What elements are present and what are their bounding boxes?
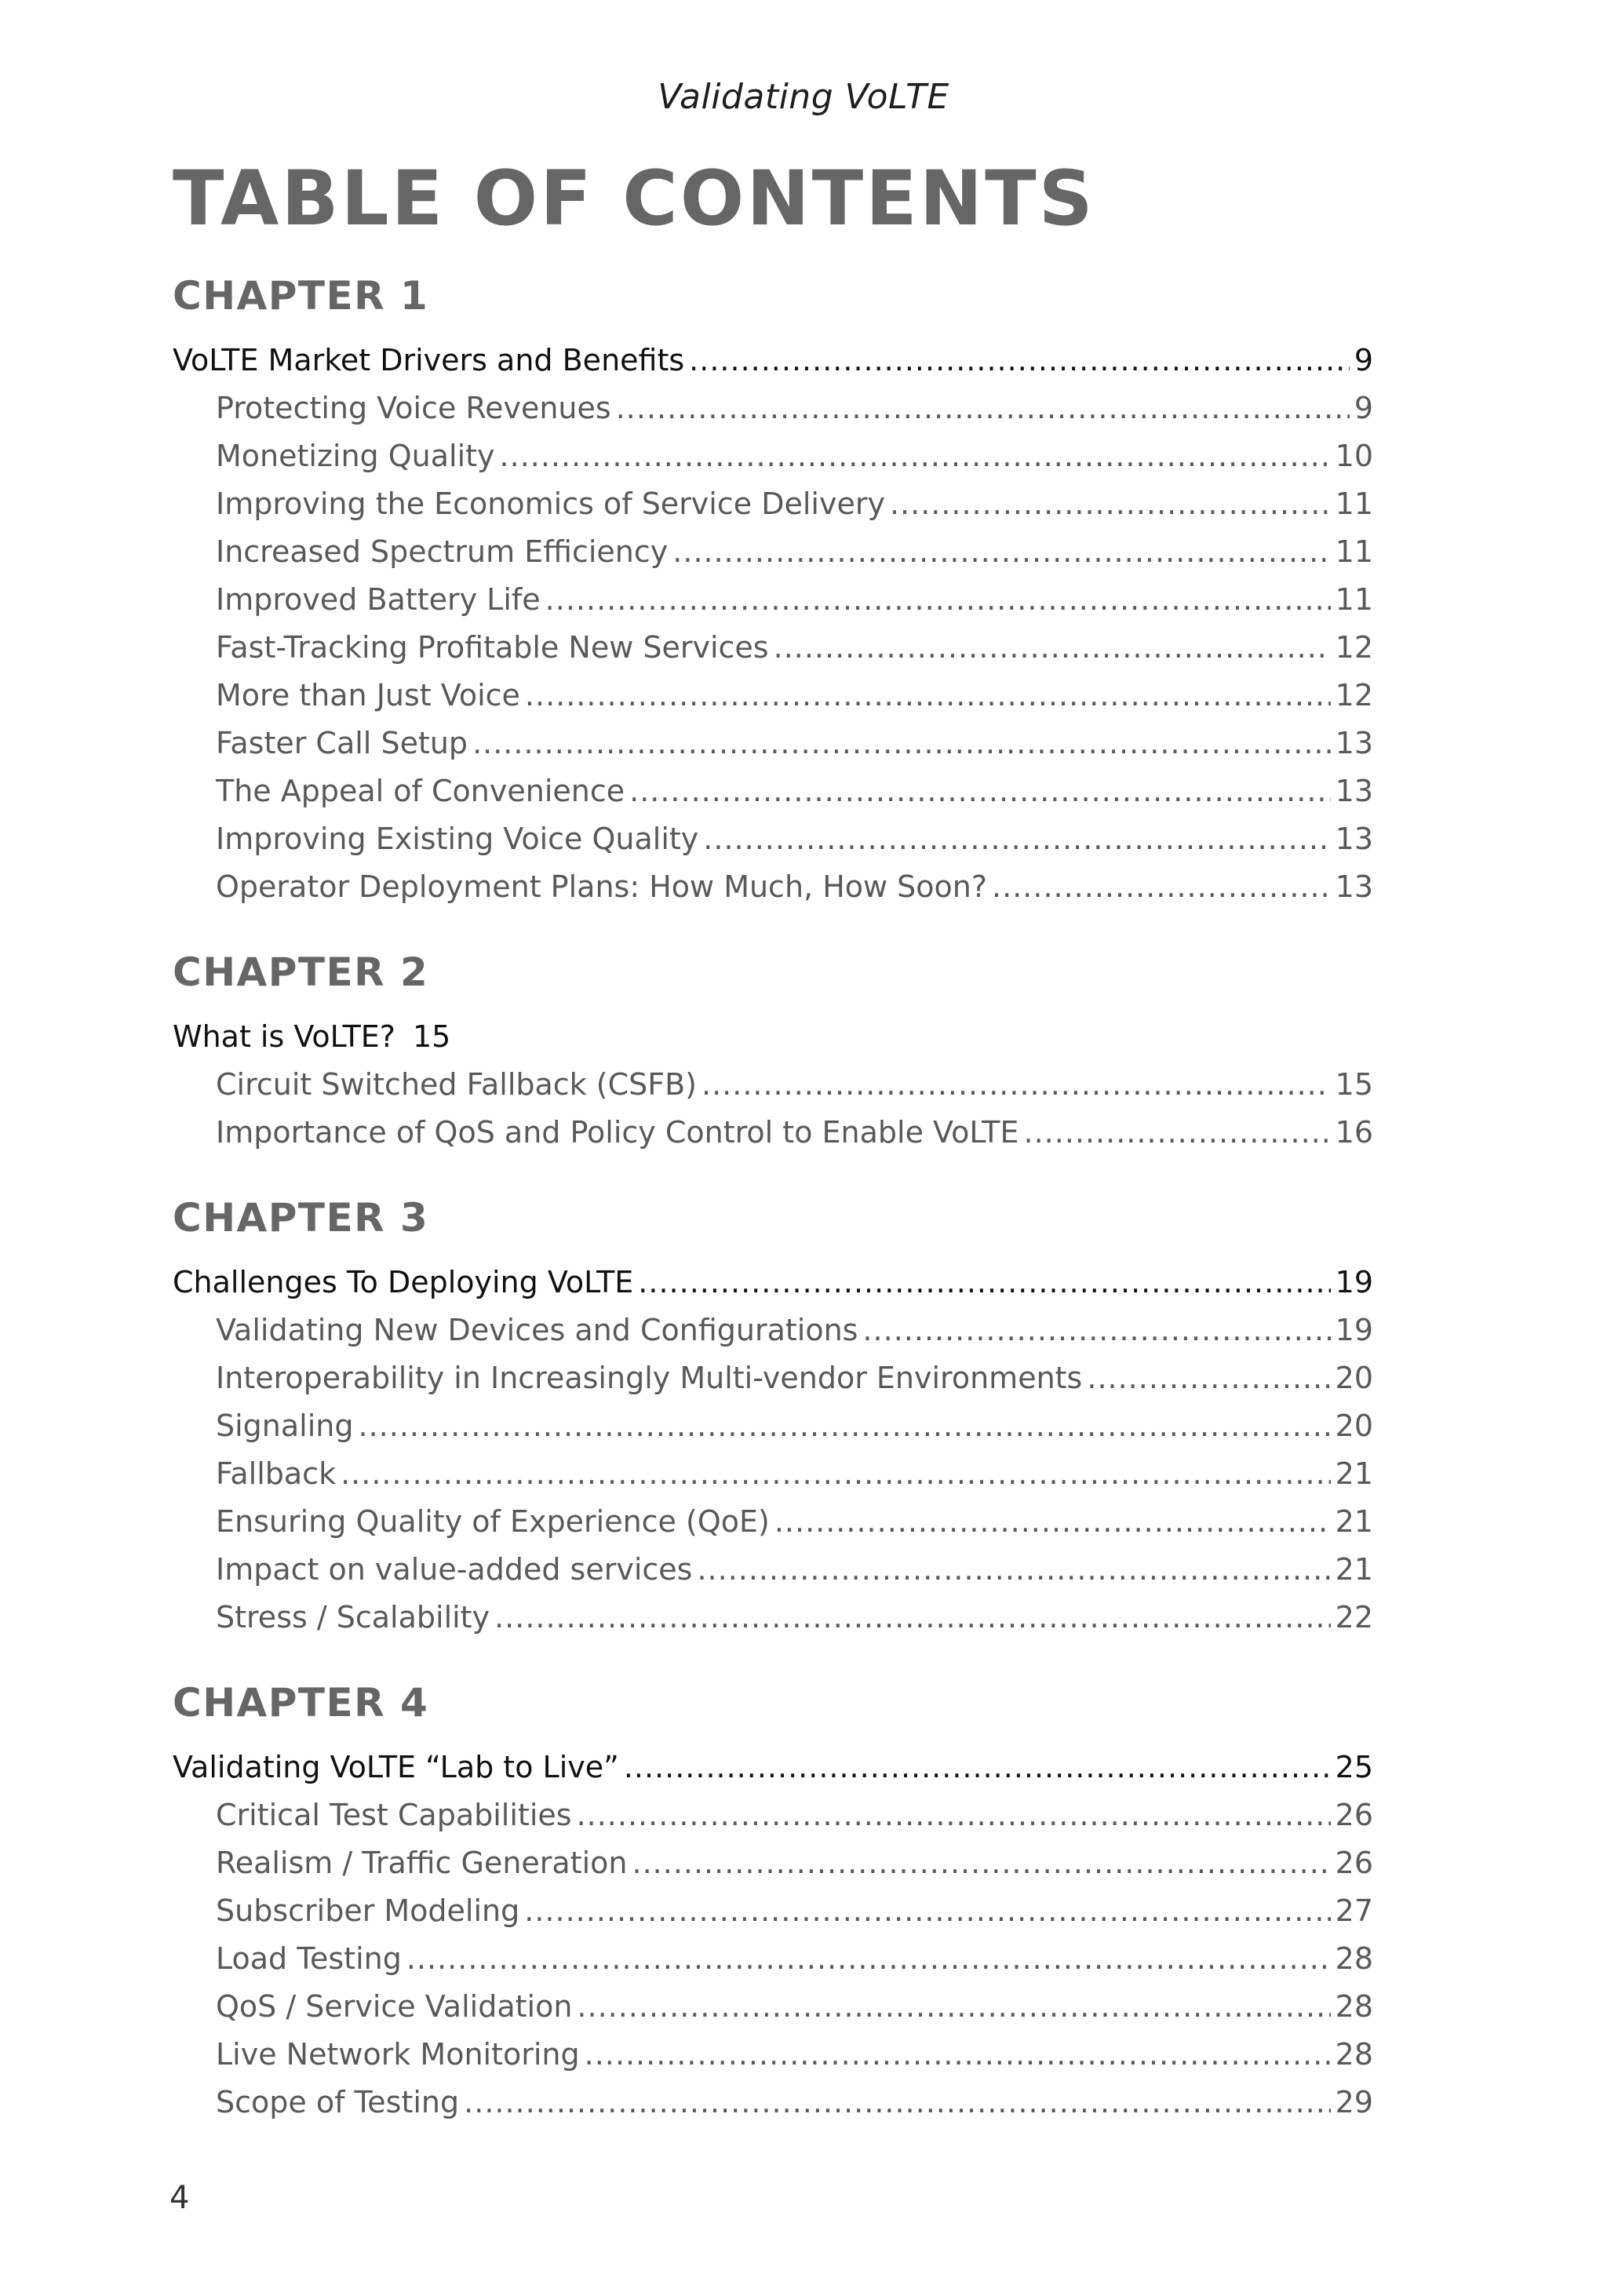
entry-page-number: 12 xyxy=(1335,630,1373,665)
toc-entry[interactable] xyxy=(173,1839,1373,1887)
entry-label: The Appeal of Convenience xyxy=(216,774,625,808)
entry-label: Live Network Monitoring xyxy=(216,2037,580,2072)
toc-entry[interactable] xyxy=(173,815,1373,863)
entry-label: Challenges To Deploying VoLTE xyxy=(173,1265,634,1299)
chapter-1-section xyxy=(173,263,1373,911)
dot-leader xyxy=(774,624,1331,672)
entry-page-number: 20 xyxy=(1335,1361,1373,1395)
dot-leader xyxy=(1024,1109,1331,1157)
running-head: Validating VoLTE xyxy=(658,77,949,117)
entry-page-number: 10 xyxy=(1335,439,1373,473)
entry-page-number: 21 xyxy=(1335,1552,1373,1587)
toc-entry-chapter-title[interactable] xyxy=(173,1744,1373,1791)
toc-entry[interactable] xyxy=(173,863,1373,911)
entry-page-number: 28 xyxy=(1335,2037,1373,2072)
entry-label: Operator Deployment Plans: How Much, How Soon? xyxy=(216,869,988,904)
entry-label: What is VoLTE? xyxy=(173,1019,395,1054)
toc-entry[interactable] xyxy=(173,1450,1373,1498)
toc-entry[interactable] xyxy=(173,1983,1373,2031)
entry-label: Subscriber Modeling xyxy=(216,1893,520,1928)
chapter-heading: CHAPTER 2 xyxy=(173,949,429,995)
dot-leader xyxy=(616,384,1350,432)
page-title: TABLE OF CONTENTS xyxy=(173,155,1095,242)
entry-page-number: 15 xyxy=(412,1019,451,1054)
entry-label: Fallback xyxy=(216,1456,337,1491)
dot-leader xyxy=(494,1594,1331,1642)
dot-leader xyxy=(992,863,1331,911)
entry-label: Improving Existing Voice Quality xyxy=(216,822,699,856)
entry-label: VoLTE Market Drivers and Benefits xyxy=(173,343,685,377)
dot-leader xyxy=(703,815,1330,863)
toc-entry[interactable] xyxy=(173,2031,1373,2079)
entry-page-number: 13 xyxy=(1335,869,1373,904)
entry-page-number: 21 xyxy=(1335,1504,1373,1539)
toc-entry[interactable] xyxy=(173,576,1373,624)
toc-entry[interactable] xyxy=(173,1402,1373,1450)
dot-leader xyxy=(638,1259,1330,1307)
dot-leader xyxy=(774,1498,1331,1546)
entry-page-number: 21 xyxy=(1335,1456,1373,1491)
chapter-3-section xyxy=(173,1185,1373,1642)
chapter-4-section xyxy=(173,1670,1373,2127)
entry-page-number: 9 xyxy=(1354,391,1373,425)
toc-entry[interactable] xyxy=(173,1109,1373,1157)
entry-page-number: 28 xyxy=(1335,1989,1373,2024)
dot-leader xyxy=(577,1791,1331,1839)
toc-entry[interactable] xyxy=(173,528,1373,576)
toc-entry[interactable] xyxy=(173,1887,1373,1935)
dot-leader xyxy=(697,1546,1330,1594)
dot-leader xyxy=(585,2031,1331,2079)
chapter-heading: CHAPTER 1 xyxy=(173,273,429,319)
toc-entry[interactable] xyxy=(173,672,1373,720)
toc-entry[interactable] xyxy=(173,1546,1373,1594)
entry-page-number: 13 xyxy=(1335,822,1373,856)
entry-label: Fast-Tracking Profitable New Services xyxy=(216,630,769,665)
chapter-heading: CHAPTER 4 xyxy=(173,1680,429,1726)
dot-leader xyxy=(632,1839,1331,1887)
dot-leader xyxy=(624,1744,1331,1791)
toc-entry[interactable] xyxy=(173,384,1373,432)
entry-page-number: 28 xyxy=(1335,1941,1373,1976)
entry-page-number: 11 xyxy=(1335,534,1373,569)
entry-page-number: 26 xyxy=(1335,1798,1373,1832)
toc-entry[interactable] xyxy=(173,1935,1373,1983)
chapter-2-section xyxy=(173,939,1373,1157)
entry-page-number: 19 xyxy=(1335,1265,1373,1299)
dot-leader xyxy=(359,1402,1331,1450)
entry-label: Stress / Scalability xyxy=(216,1600,490,1635)
dot-leader xyxy=(341,1450,1331,1498)
entry-label: Impact on value-added services xyxy=(216,1552,693,1587)
entry-label: Improving the Economics of Service Delivery xyxy=(216,487,885,521)
entry-page-number: 27 xyxy=(1335,1893,1373,1928)
dot-leader xyxy=(525,672,1331,720)
entry-label: Critical Test Capabilities xyxy=(216,1798,572,1832)
entry-label: Improved Battery Life xyxy=(216,582,541,617)
dot-leader xyxy=(672,528,1330,576)
entry-label: Increased Spectrum Efficiency xyxy=(216,534,669,569)
toc-entry[interactable] xyxy=(173,1498,1373,1546)
entry-page-number: 29 xyxy=(1335,2085,1373,2119)
dot-leader xyxy=(577,1983,1330,2031)
entry-page-number: 20 xyxy=(1335,1409,1373,1443)
page-number: 4 xyxy=(169,2180,190,2216)
toc-entry[interactable] xyxy=(173,2079,1373,2127)
entry-label: Monetizing Quality xyxy=(216,439,495,473)
dot-leader xyxy=(1087,1354,1330,1402)
toc-entry[interactable] xyxy=(173,1594,1373,1642)
dot-leader xyxy=(472,720,1331,767)
entry-label: Validating VoLTE “Lab to Live” xyxy=(173,1750,619,1784)
toc-entry-chapter-title[interactable] xyxy=(173,337,1373,384)
dot-leader xyxy=(500,432,1331,480)
entry-page-number: 9 xyxy=(1354,343,1373,377)
toc-entry[interactable] xyxy=(173,1791,1373,1839)
entry-page-number: 15 xyxy=(1335,1067,1373,1102)
entry-label: Circuit Switched Fallback (CSFB) xyxy=(216,1067,697,1102)
dot-leader xyxy=(524,1887,1330,1935)
dot-leader xyxy=(464,2079,1330,2127)
entry-label: Importance of QoS and Policy Control to Enable VoLTE xyxy=(216,1115,1019,1150)
entry-label: Signaling xyxy=(216,1409,354,1443)
entry-page-number: 25 xyxy=(1335,1750,1373,1784)
toc-entry[interactable] xyxy=(173,624,1373,672)
toc-entry-chapter-title[interactable] xyxy=(173,1013,1373,1061)
toc-entry[interactable] xyxy=(173,767,1373,815)
toc-entry[interactable] xyxy=(173,720,1373,767)
entry-label: Realism / Traffic Generation xyxy=(216,1846,628,1880)
dot-leader xyxy=(406,1935,1331,1983)
entry-label: Validating New Devices and Configurations xyxy=(216,1313,858,1347)
table-of-contents xyxy=(173,263,1373,2155)
toc-entry[interactable] xyxy=(173,1061,1373,1109)
toc-entry[interactable] xyxy=(173,1354,1373,1402)
entry-page-number: 16 xyxy=(1335,1115,1373,1150)
dot-leader xyxy=(629,767,1331,815)
entry-label: Interoperability in Increasingly Multi-vendor Environments xyxy=(216,1361,1083,1395)
toc-entry[interactable] xyxy=(173,1307,1373,1354)
entry-page-number: 19 xyxy=(1335,1313,1373,1347)
entry-label: More than Just Voice xyxy=(216,678,520,712)
toc-entry-chapter-title[interactable] xyxy=(173,1259,1373,1307)
entry-page-number: 13 xyxy=(1335,726,1373,760)
entry-label: QoS / Service Validation xyxy=(216,1989,573,2024)
dot-leader xyxy=(862,1307,1330,1354)
entry-page-number: 22 xyxy=(1335,1600,1373,1635)
entry-page-number: 12 xyxy=(1335,678,1373,712)
toc-entry[interactable] xyxy=(173,432,1373,480)
entry-label: Faster Call Setup xyxy=(216,726,468,760)
dot-leader xyxy=(545,576,1331,624)
chapter-heading: CHAPTER 3 xyxy=(173,1195,429,1241)
entry-label: Load Testing xyxy=(216,1941,402,1976)
toc-entry[interactable] xyxy=(173,480,1373,528)
entry-label: Protecting Voice Revenues xyxy=(216,391,611,425)
entry-page-number: 11 xyxy=(1335,582,1373,617)
dot-leader xyxy=(701,1061,1331,1109)
entry-page-number: 26 xyxy=(1335,1846,1373,1880)
dot-leader xyxy=(890,480,1331,528)
dot-leader xyxy=(689,337,1350,384)
entry-label: Scope of Testing xyxy=(216,2085,460,2119)
entry-label: Ensuring Quality of Experience (QoE) xyxy=(216,1504,770,1539)
entry-page-number: 13 xyxy=(1335,774,1373,808)
entry-page-number: 11 xyxy=(1335,487,1373,521)
